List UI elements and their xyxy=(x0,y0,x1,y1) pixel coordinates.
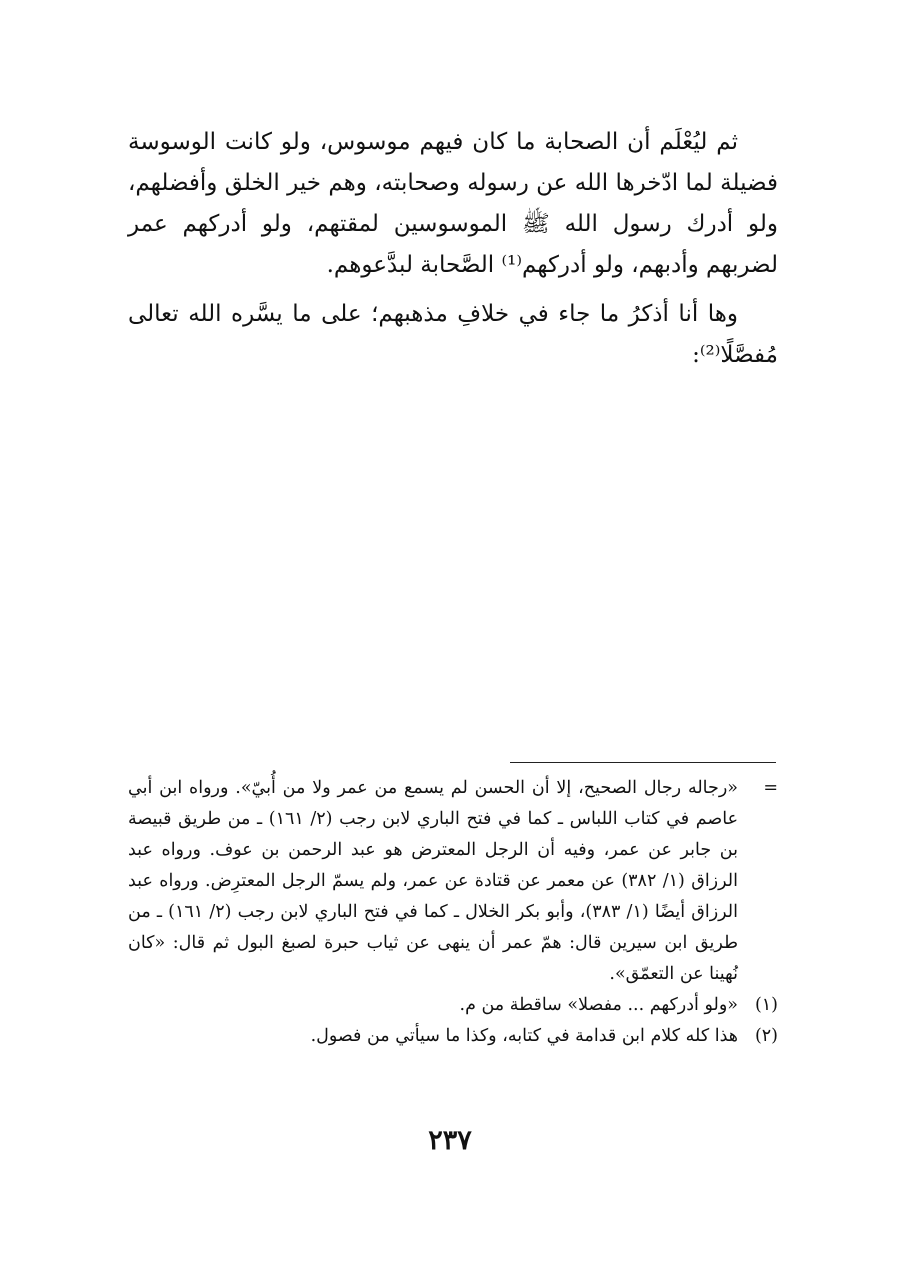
paragraph-1: ثم ليُعْلَم أن الصحابة ما كان فيهم موسوس، ولو كانت الوسوسة فضيلة لما ادّخرها الله عن رسوله وصحابته، وهم خير الخلق وأفضلهم، ولو أدرك رسول الله ﷺ الموسوسين لمقتهم، ولو أدركهم عمر لضربهم وأدبهم، ولو أدركهم⁽¹⁾ الصَّحابة لبدَّعوهم. xyxy=(128,129,778,278)
footnote-mark: (١) xyxy=(754,995,778,1015)
footnote-text: «رجاله رجال الصحيح، إلا أن الحسن لم يسمع من عمر ولا من أُبيّ». ورواه ابن أبي عاصم في كتاب اللباس ـ كما في فتح الباري لابن رجب (٢/ ١٦١) ـ من طريق قبيصة بن جابر عن عمر، وفيه أن الرجل المعترض هو عبد الرحمن بن عوف. ورواه عبد الرزاق (١/ ٣٨٢) عن معمر عن قتادة عن عمر، ولم يسمّ الرجل المعترِض. ورواه عبد الرزاق أيضًا (١/ ٣٨٣)، وأبو بكر الخلال ـ كما في فتح الباري لابن رجب (٢/ ١٦١) ـ من طريق ابن سيرين قال: همّ عمر أن ينهى عن ثياب حبرة لصبغ البول ثم قال: «كان نُهينا عن التعمّق». xyxy=(128,778,739,984)
footnote-mark: (٢) xyxy=(754,1026,778,1046)
footnote-continuation xyxy=(128,773,778,990)
footnote-text: هذا كله كلام ابن قدامة في كتابه، وكذا ما سيأتي من فصول. xyxy=(310,1026,738,1046)
footnote-2 xyxy=(128,1021,778,1052)
footnotes xyxy=(128,773,778,1052)
footnote-separator xyxy=(510,762,776,763)
paragraph-2: وها أنا أذكرُ ما جاء في خلافِ مذهبهم؛ على ما يسَّره الله تعالى مُفصَّلًا⁽²⁾: xyxy=(128,301,778,368)
main-text xyxy=(128,122,778,376)
footnote-text: «ولو أدركهم ... مفصلا» ساقطة من م. xyxy=(459,995,738,1015)
page-number: ٢٣٧ xyxy=(428,1125,472,1156)
footnote-1 xyxy=(128,990,778,1021)
footnote-mark: = xyxy=(763,778,778,798)
